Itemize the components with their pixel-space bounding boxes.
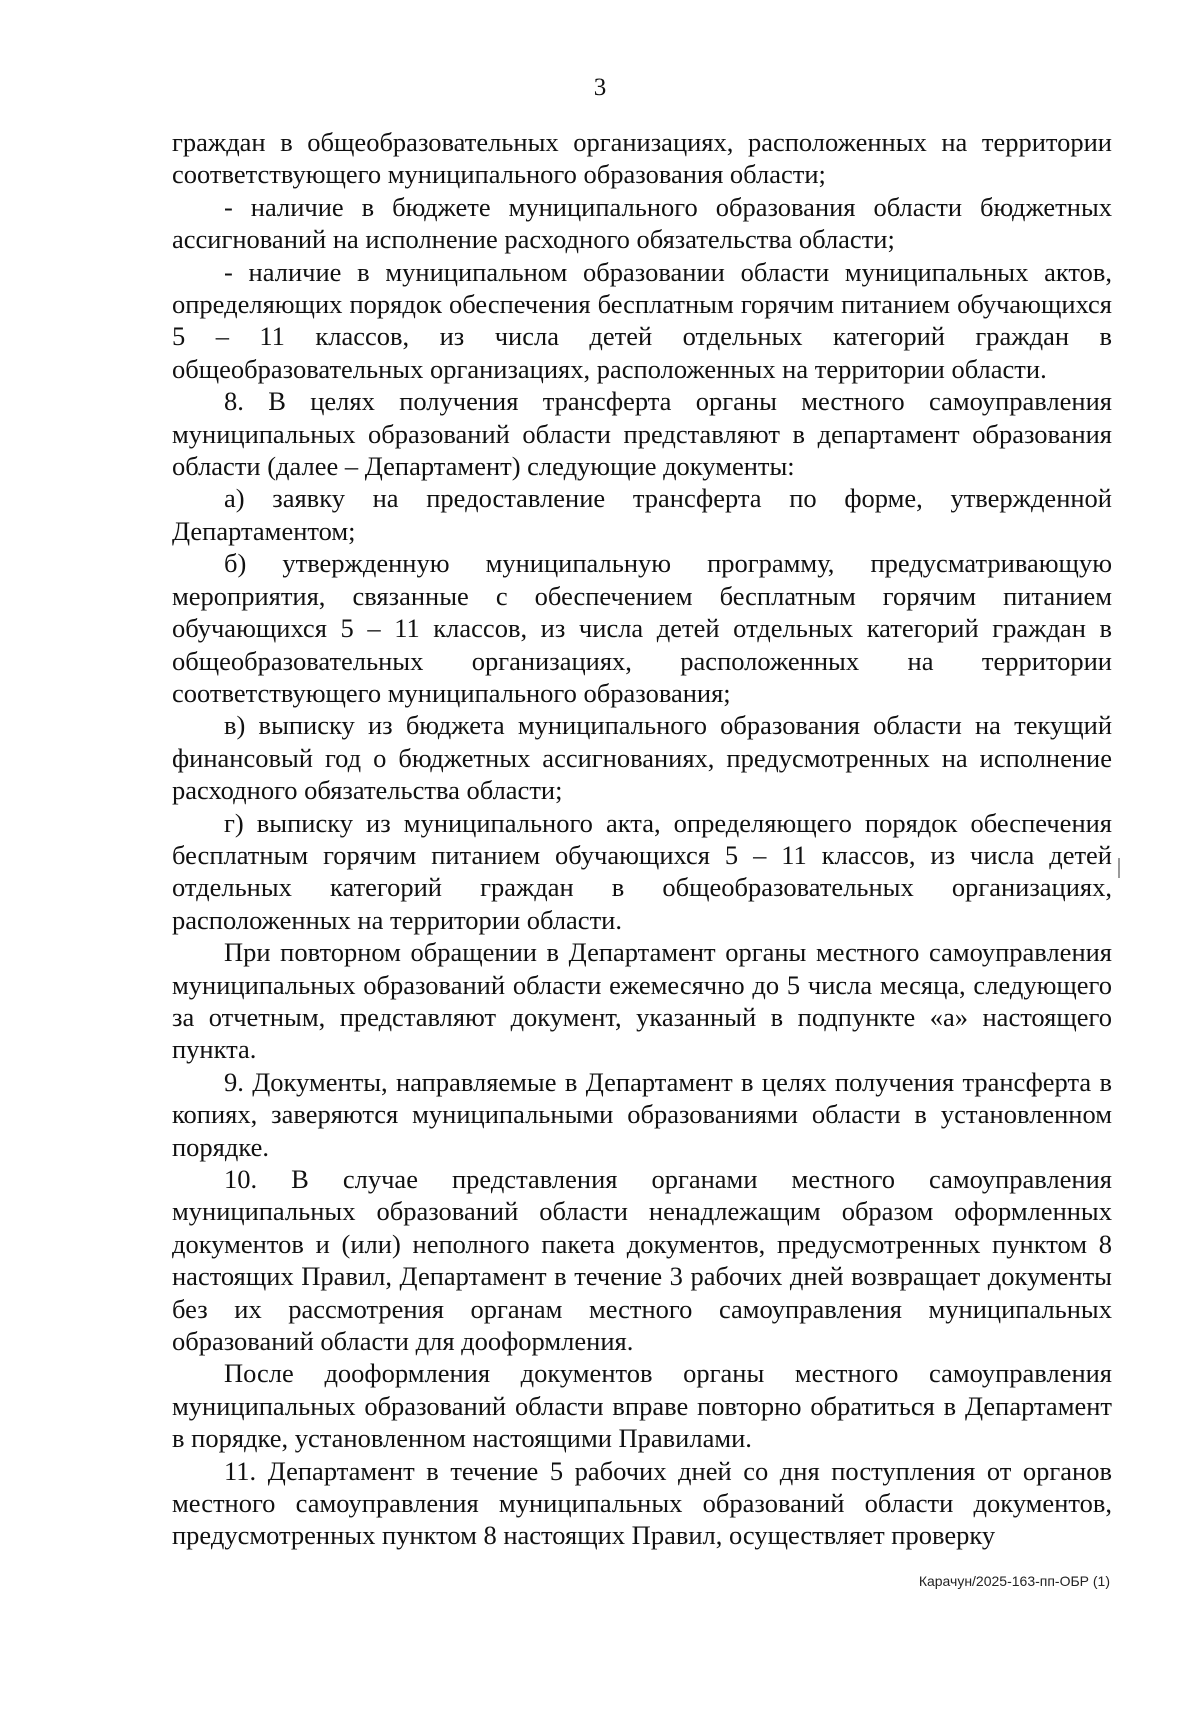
paragraph-subitem-a: а) заявку на предоставление трансферта по форме, утвержденной Департаментом; [172, 483, 1112, 546]
paragraph-after-completion: После дооформления документов органы местного самоуправления муниципальных образований области вправе повторно обратиться в Департамент в порядке, установленном настоящими Правилами. [172, 1358, 1112, 1454]
paragraph-item-11: 11. Департамент в течение 5 рабочих дней со дня поступления от органов местного самоуправления муниципальных образований области документов, предусмотренных пунктом 8 настоящих Правил, осуществляет проверку [172, 1455, 1112, 1551]
document-body [172, 126, 1112, 1552]
paragraph-budget-allocations: - наличие в бюджете муниципального образования области бюджетных ассигнований на исполнение расходного обязательства области; [172, 191, 1112, 255]
paragraph-item-10: 10. В случае представления органами местного самоуправления муниципальных образований области ненадлежащим образом оформленных документов и (или) неполного пакета документов, предусмотренных пунктом 8 настоящих Правил, Департамент в течение 3 рабочих дней возвращает документы без их рассмотрения органам местного самоуправления муниципальных образований области для дооформления. [172, 1164, 1112, 1357]
paragraph-subitem-b: б) утвержденную муниципальную программу, предусматривающую мероприятия, связанные с обеспечением бесплатным горячим питанием обучающихся 5 – 11 классов, из числа детей отдельных категорий граждан в общеобразовательных организациях, расположенных на территории соответствующего муниципального образования; [172, 548, 1112, 708]
paragraph-continuation: граждан в общеобразовательных организациях, расположенных на территории соответствующего муниципального образования области; [172, 127, 1112, 190]
paragraph-municipal-acts: - наличие в муниципальном образовании области муниципальных актов, определяющих порядок обеспечения бесплатным горячим питанием обучающихся 5 – 11 классов, из числа детей отдельных категорий граждан в общеобразовательных организациях, расположенных на территории области. [172, 256, 1112, 384]
paragraph-item-8: 8. В целях получения трансферта органы местного самоуправления муниципальных образований области представляют в департамент образования области (далее – Департамент) следующие документы: [172, 386, 1112, 482]
paragraph-subitem-g: г) выписку из муниципального акта, определяющего порядок обеспечения бесплатным горячим питанием обучающихся 5 – 11 классов, из числа детей отдельных категорий граждан в общеобразовательных организациях, расположенных на территории области. [172, 807, 1112, 935]
scan-artifact-mark [1118, 858, 1120, 878]
footer-document-code: Карачун/2025-163-пп-ОБР (1) [918, 1573, 1110, 1589]
paragraph-item-9: 9. Документы, направляемые в Департамент в целях получения трансферта в копиях, заверяются муниципальными образованиями области в установленном порядке. [172, 1066, 1112, 1162]
paragraph-subitem-v: в) выписку из бюджета муниципального образования области на текущий финансовый год о бюджетных ассигнованиях, предусмотренных на исполнение расходного обязательства области; [172, 710, 1112, 806]
paragraph-repeat-request: При повторном обращении в Департамент органы местного самоуправления муниципальных образований области ежемесячно до 5 числа месяца, следующего за отчетным, представляют документ, указанный в подпункте «а» настоящего пункта. [172, 937, 1112, 1065]
page-number: 3 [593, 74, 607, 101]
